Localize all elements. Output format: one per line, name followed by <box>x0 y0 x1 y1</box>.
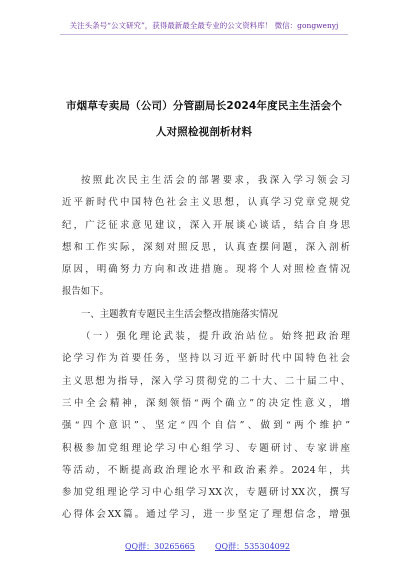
body-line: 等活动，不断提高政治理论水平和政治素养。2024年，共 <box>62 464 350 476</box>
section-heading: 一、主题教育专题民主生活会整改措施落实情况 <box>81 308 278 320</box>
body-line: 三中全会精神，深刻领悟“两个确立”的决定性意义，增 <box>62 397 350 409</box>
body-line: 报告如下。 <box>62 286 109 298</box>
qq-group-link-2[interactable]: QQ群：535304092 <box>215 542 290 551</box>
body-line: 心得体会XX篇。通过学习，进一步坚定了理想信念，增强 <box>62 509 350 521</box>
body-line: 参加党组理论学习中心组学习XX次，专题研讨XX次，撰写 <box>62 487 350 499</box>
body-line: 论学习作为首要任务，坚持以习近平新时代中国特色社会 <box>62 353 350 365</box>
body-line: 原因，明确努力方向和改进措施。现将个人对照检查情况 <box>62 264 350 276</box>
body-line: 主义思想为指导，深入学习贯彻党的二十大、二十届二中、 <box>62 375 350 387</box>
body-line: 按照此次民主生活会的部署要求，我深入学习领会习 <box>81 175 350 186</box>
qq-group-link-1[interactable]: QQ群：30265665 <box>125 542 195 551</box>
document-title-line-1: 市烟草专卖局（公司）分管副局长2024年度民主生活会个 <box>65 100 343 112</box>
document-title-line-2: 人对照检视剖析材料 <box>155 126 253 138</box>
header-divider <box>60 34 348 35</box>
body-line: 强“四个意识”、坚定“四个自信”、做到“两个维护” <box>62 420 350 432</box>
document-body <box>62 170 350 527</box>
header-banner: 关注头条号“公文研究”，获得最新最全最专业的公文资料库！ 微信：gongwenyj <box>69 21 339 30</box>
body-line: 积极参加党组理论学习中心组学习、专题研讨、专家讲座 <box>62 442 350 454</box>
body-line: 想和工作实际，深刻对照反思，认真查摆问题，深入剖析 <box>62 241 350 253</box>
body-line: 近平新时代中国特色社会主义思想，认真学习党章党规党 <box>62 197 350 209</box>
body-line: 纪，广泛征求意见建议，深入开展谈心谈话，结合自身思 <box>62 219 350 231</box>
footer <box>0 541 408 555</box>
subsection-heading-line: （一）强化理论武装，提升政治站位。始终把政治理 <box>81 331 350 343</box>
